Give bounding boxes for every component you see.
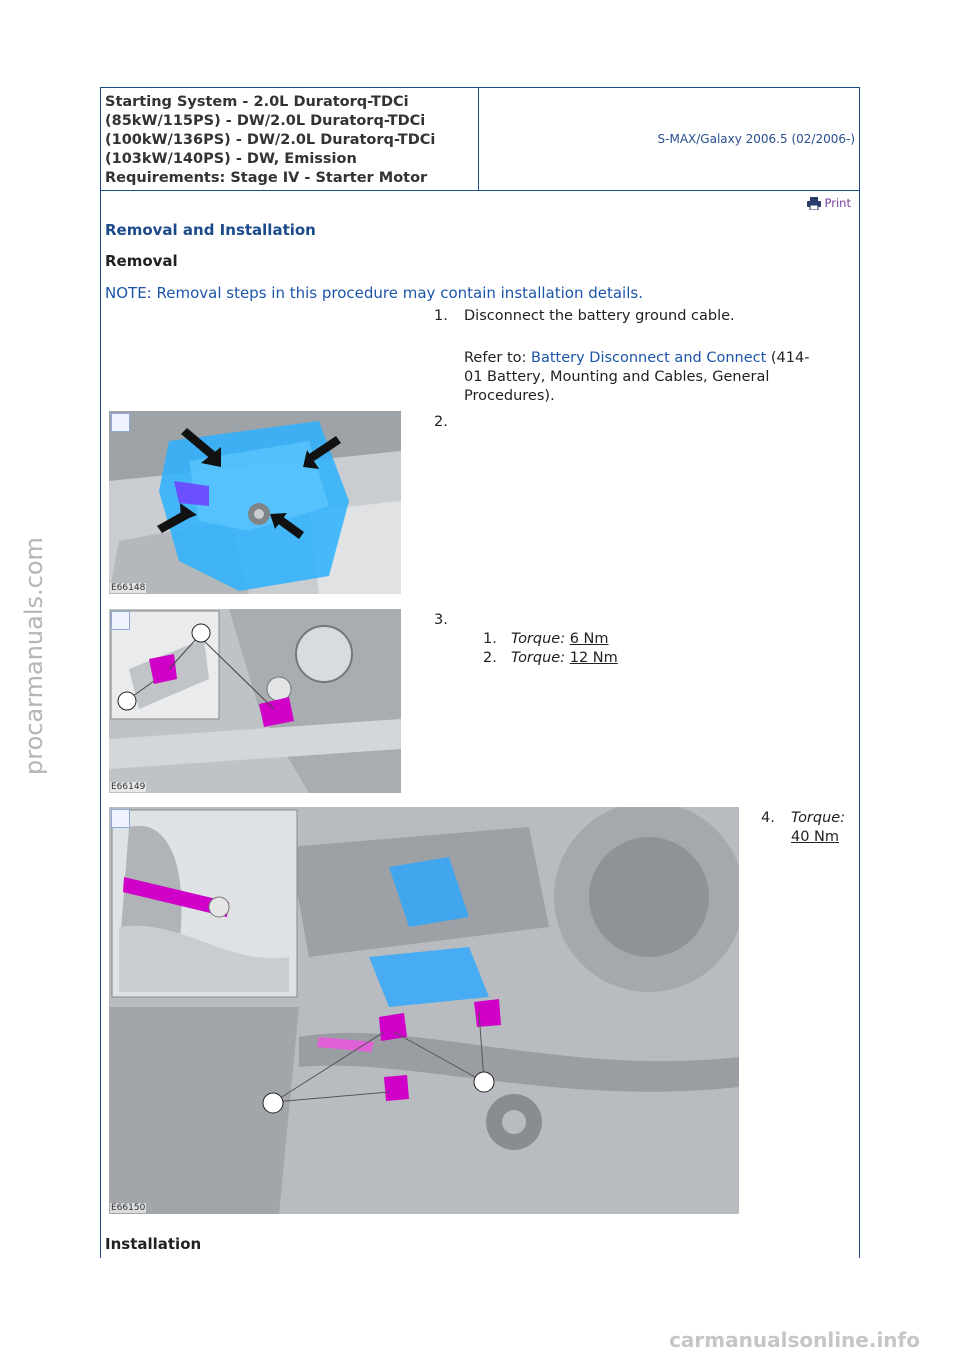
figure-code: E66150: [111, 1203, 146, 1213]
installation-heading: Installation: [105, 1235, 202, 1253]
figure-e66150[interactable]: [109, 807, 739, 1214]
refer-line: 01 Battery, Mounting and Cables, General: [464, 369, 770, 385]
step-2-number: 2.: [434, 414, 448, 430]
printer-icon: [807, 197, 821, 210]
torque-value: 12 Nm: [569, 650, 618, 666]
step-3-sub-1: [511, 630, 609, 649]
zoom-icon[interactable]: [111, 413, 130, 432]
torque-label: Torque:: [511, 631, 566, 647]
print-label: Print: [824, 196, 851, 210]
refer-line: Procedures).: [464, 388, 555, 404]
step-1-reference: [464, 349, 849, 406]
figure-e66148[interactable]: [109, 411, 401, 594]
side-watermark: procarmanuals.com: [20, 537, 48, 775]
step-4-torque: [791, 809, 845, 847]
zoom-icon[interactable]: [111, 809, 130, 828]
vehicle-model: S-MAX/Galaxy 2006.5 (02/2006-): [657, 132, 855, 146]
zoom-icon[interactable]: [111, 611, 130, 630]
refer-tail: (414-: [770, 350, 810, 366]
battery-disconnect-link[interactable]: Battery Disconnect and Connect: [531, 350, 767, 366]
torque-label: Torque:: [511, 650, 566, 666]
step-3-sub-2-number: 2.: [483, 650, 497, 666]
document-page: [100, 87, 860, 1258]
document-header: [101, 88, 859, 191]
figure-code: E66149: [111, 782, 146, 792]
step-1-text: Disconnect the battery ground cable.: [464, 308, 735, 324]
figure-e66149[interactable]: [109, 609, 401, 793]
print-button[interactable]: [807, 196, 851, 210]
section-title: Removal and Installation: [105, 221, 316, 239]
step-4-number: 4.: [761, 810, 775, 826]
footer-watermark: carmanualsonline.info: [669, 1328, 920, 1352]
removal-note: NOTE: Removal steps in this procedure may contain installation details.: [105, 284, 643, 302]
figure-code: E66148: [111, 583, 146, 593]
title-line: Requirements: Stage IV - Starter Motor: [105, 170, 428, 186]
document-title: [101, 88, 479, 190]
title-line: (103kW/140PS) - DW, Emission: [105, 151, 357, 167]
refer-prefix: Refer to:: [464, 350, 527, 366]
title-line: Starting System - 2.0L Duratorq-TDCi: [105, 94, 409, 110]
step-3-sub-1-number: 1.: [483, 631, 497, 647]
torque-value: 40 Nm: [791, 829, 840, 845]
title-line: (100kW/136PS) - DW/2.0L Duratorq-TDCi: [105, 132, 436, 148]
step-3-sub-2: [511, 649, 618, 668]
torque-value: 6 Nm: [569, 631, 609, 647]
removal-heading: Removal: [105, 252, 178, 270]
step-3-number: 3.: [434, 612, 448, 628]
title-line: (85kW/115PS) - DW/2.0L Duratorq-TDCi: [105, 113, 426, 129]
step-1-number: 1.: [434, 308, 448, 324]
torque-label: Torque:: [791, 810, 846, 826]
